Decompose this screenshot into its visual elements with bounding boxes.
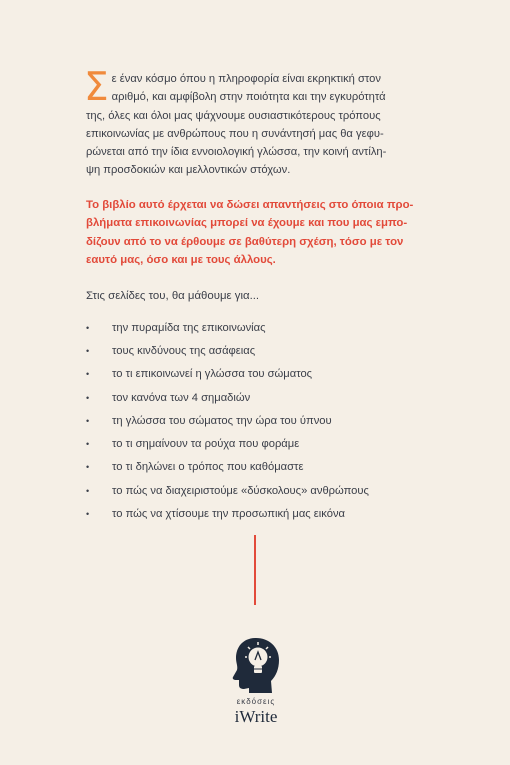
- bullet-icon: •: [86, 509, 90, 520]
- highlight-line: δίζουν από το να έρθουμε σε βαθύτερη σχέση, τόσο με τον: [86, 235, 404, 248]
- intro-line: επικοινωνίας με ανθρώπους που η συνάντησή μας θα γεφυ-: [86, 127, 384, 140]
- intro-line: ψη προσδοκιών και μελλοντικών στόχων.: [86, 164, 291, 177]
- intro-paragraph: [84, 65, 426, 180]
- list-item: [86, 409, 446, 432]
- list-item: [86, 432, 446, 455]
- bullet-icon: •: [86, 369, 90, 380]
- topic-text: τον κανόνα των 4 σημαδιών: [112, 391, 251, 404]
- intro-line: ε έναν κόσμο όπου η πληροφορία είναι εκρηκτική στον: [111, 73, 381, 85]
- vertical-divider: [254, 535, 256, 605]
- topic-text: τους κινδύνους της ασάφειας: [112, 344, 256, 357]
- topic-text: το τι επικοινωνεί η γλώσσα του σώματος: [112, 368, 313, 381]
- intro-line: αριθμό, και αμφίβολη στην ποιότητα και την εγκυρότητά: [111, 91, 386, 104]
- intro-line: ρώνεται από την ίδια εννοιολογική γλώσσα, την κοινή αντίλη-: [86, 146, 387, 159]
- intro-line: της, όλες και όλοι μας ψάχνουμε ουσιαστικότερους τρόπους: [86, 109, 381, 122]
- topic-text: το τι δηλώνει ο τρόπος που καθόμαστε: [112, 461, 304, 474]
- list-item: [86, 502, 446, 525]
- drop-cap: Σ: [84, 65, 109, 110]
- bullet-icon: •: [86, 322, 90, 333]
- topic-text: το πώς να διαχειριστούμε «δύσκολους» ανθρώπους: [112, 484, 369, 497]
- list-item: [86, 456, 446, 479]
- publisher-brand: iWrite: [234, 707, 278, 726]
- list-item: [86, 316, 446, 339]
- bullet-icon: •: [86, 345, 90, 356]
- list-item: [86, 479, 446, 502]
- bullet-icon: •: [86, 462, 90, 473]
- list-item: [86, 386, 446, 409]
- topics-list: [86, 316, 446, 526]
- topic-text: το τι σημαίνουν τα ρούχα που φοράμε: [112, 438, 300, 451]
- highlight-paragraph: [86, 196, 426, 269]
- list-item: [86, 363, 446, 386]
- bullet-icon: •: [86, 415, 90, 426]
- topics-heading: Στις σελίδες του, θα μάθουμε για...: [86, 290, 260, 302]
- highlight-line: εαυτό μας, όσο και με τους άλλους.: [86, 253, 276, 266]
- highlight-line: βλήματα επικοινωνίας μπορεί να έχουμε και που μας εμπο-: [86, 217, 408, 230]
- publisher-label: εκδόσεις: [236, 697, 276, 706]
- bullet-icon: •: [86, 392, 90, 403]
- highlight-line: Το βιβλίο αυτό έρχεται να δώσει απαντήσεις στο όποια προ-: [86, 199, 414, 211]
- head-lightbulb-icon: [232, 636, 280, 694]
- bullet-icon: •: [86, 439, 90, 450]
- topic-text: την πυραμίδα της επικοινωνίας: [112, 321, 266, 334]
- topic-text: τη γλώσσα του σώματος την ώρα του ύπνου: [112, 414, 332, 427]
- list-item: [86, 339, 446, 362]
- topic-text: το πώς να χτίσουμε την προσωπική μας εικόνα: [112, 508, 346, 521]
- bullet-icon: •: [86, 485, 90, 496]
- publisher-logo: [222, 636, 290, 746]
